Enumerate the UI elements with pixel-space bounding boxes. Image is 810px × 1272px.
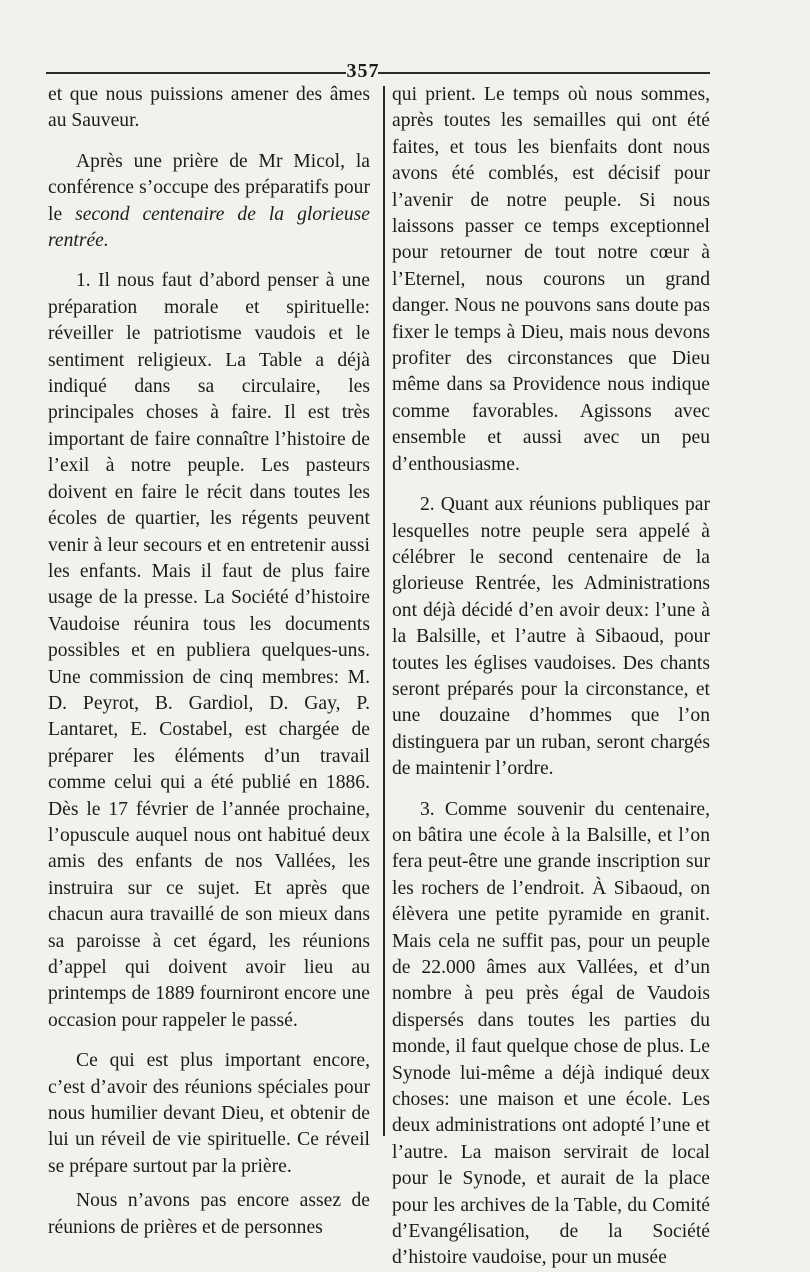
paragraph-moral-preparation: 1. Il nous faut d’abord penser à une préparation morale et spirituelle: réveiller le patriotisme vaudois et le sentiment religieux. La Table a déjà indiqué dans sa circulaire, les principales choses à faire. Il est très important de faire connaître l’histoire de l’exil à notre peuple. Les pasteurs doivent en faire le récit dans toutes les écoles de quartier, les régents peuvent venir à leur secours et en entretenir aussi les enfants. Mais il faut de plus faire usage de la presse. La Société d’histoire Vaudoise réunira tous les documents possibles et en publiera quelques-uns. Une commission de cinq membres: M. D. Peyrot, B. Gardiol, D. Gay, P. Lantaret, E. Costabel, est chargée de préparer les éléments d’un travail comme celui qui a été publié en 1886. Dès le 17 février de l’année prochaine, l’opuscule auquel nous ont habitué deux amis des enfants de nos Vallées, les instruira sur ce sujet. Et après que chacun aura travaillé de son mieux dans sa paroisse à cet égard, les réunions d’appel qui doivent avoir lieu au printemps de 1889 fourniront encore une occasion pour rappeler le passé. (48, 270, 370, 1031)
right-column (392, 82, 710, 1272)
paragraph-conference-preparations (48, 149, 370, 255)
paragraph-italic-title: second centenaire de la glorieuse rentrée. (48, 203, 370, 252)
page-number: 357 (346, 60, 380, 82)
paragraph-closing-prayer: et que nous puissions amener des âmes au Sauveur. (48, 84, 370, 132)
column-divider (383, 86, 385, 1136)
paragraph-decisive-time: qui prient. Le temps où nous sommes, après toutes les semailles qui ont été faites, et tous les bienfaits dont nous avons été comblés, est décisif pour l’avenir de notre peuple. Si nous laissons passer ce temps exceptionnel pour retourner de tout notre cœur à l’Eternel, nous courons un grand danger. Nous ne pouvons sans doute pas fixer le temps à Dieu, mais nous devons profiter des circonstances que Dieu même dans sa Providence nous indique comme favorables. Agissons avec ensemble et aussi avec un peu d’enthousiasme. (392, 84, 710, 475)
header-rule-right (378, 72, 710, 74)
paragraph-special-meetings: Ce qui est plus important encore, c’est d’avoir des réunions spéciales pour nous humilier devant Dieu, et obtenir de lui un réveil de vie spirituelle. Ce réveil se prépare surtout par la prière. (48, 1050, 370, 1177)
header-rule-left (46, 72, 346, 74)
paragraph-prayer-meetings: Nous n’avons pas encore assez de réunions de prières et de personnes (48, 1190, 370, 1238)
paragraph-centenary-souvenir: 3. Comme souvenir du centenaire, on bâtira une école à la Balsille, et l’on fera peut-être une grande inscription sur les rochers de l’endroit. À Sibaoud, on élèvera une petite pyramide en granit. Mais cela ne suffit pas, pour un peuple de 22.000 âmes aux Vallées, et d’un nombre à peu près égal de Vaudois dispersés dans toutes les parties du monde, il faut quelque chose de plus. Le Synode lui-même a déjà indiqué deux choses: une maison et une école. Les deux administrations ont adopté l’une et l’autre. La maison servirait de local pour le Synode, et aurait de la place pour les archives de la Table, du Comité d’Evangélisation, de la Société d’histoire vaudoise, pour un musée (392, 798, 710, 1269)
paragraph-text: Après une prière de Mr Micol, la conférence s’occupe des préparatifs pour le (48, 150, 370, 225)
paragraph-public-meetings: 2. Quant aux réunions publiques par lesquelles notre peuple sera appelé à célébrer le second centenaire de la glorieuse Rentrée, les Administrations ont déjà décidé d’en avoir deux: l’une à la Balsille, et l’autre à Sibaoud, pour toutes les églises vaudoises. Des chants seront préparés pour la circonstance, et une douzaine d’hommes que l’on distinguera par un ruban, seront chargés de maintenir l’ordre. (392, 494, 710, 780)
left-column (48, 82, 370, 1241)
